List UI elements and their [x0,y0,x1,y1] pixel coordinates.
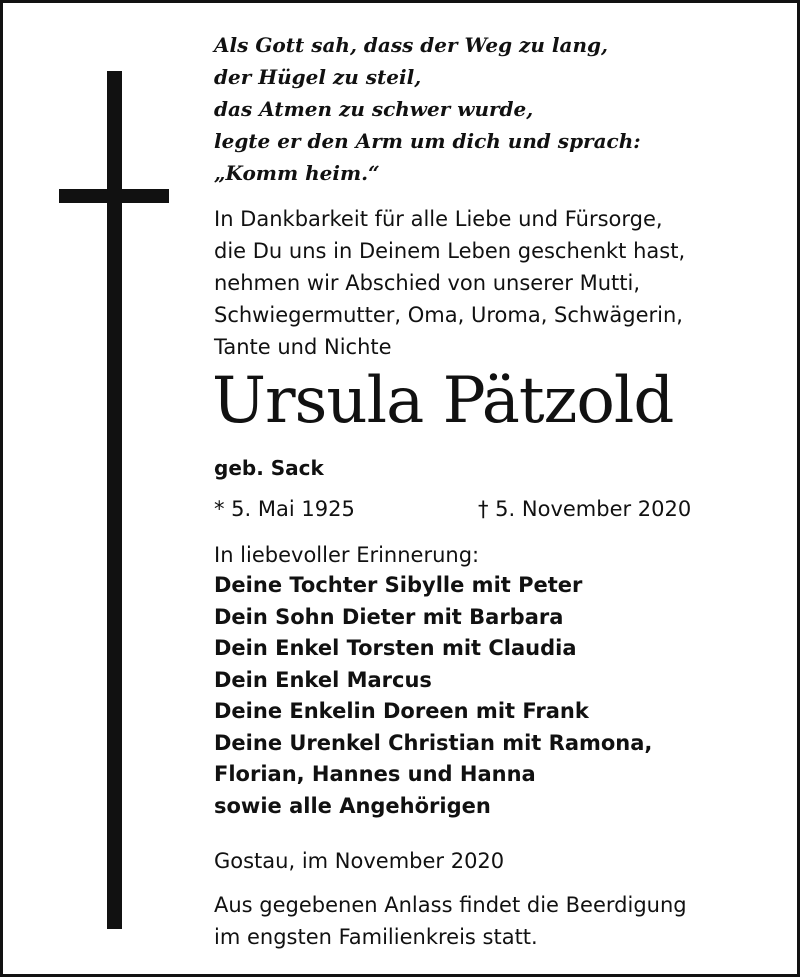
remembrance-label: In liebevoller Erinnerung: [214,543,480,567]
intro-line: Schwiegermutter, Oma, Uroma, Schwägerin, [214,303,683,327]
mourners-list [214,570,652,822]
birth-date: * 5. Mai 1925 [214,497,355,521]
mourner-line: Deine Tochter Sibylle mit Peter [214,573,583,597]
mourner-line: Florian, Hannes und Hanna [214,762,536,786]
poem [214,29,641,189]
mourner-line: sowie alle Angehörigen [214,793,491,818]
funeral-line: im engsten Familienkreis statt. [214,925,538,949]
mourner-line: Dein Enkel Marcus [214,667,432,692]
poem-line: „Komm heim.“ [214,161,380,185]
intro-line: In Dankbarkeit für alle Liebe und Fürsorge, [214,207,663,231]
mourner-line: Deine Urenkel Christian mit Ramona, [214,730,653,755]
funeral-line: Aus gegebenen Anlass findet die Beerdigung [214,893,687,917]
mourner-line: Dein Enkel Torsten mit Claudia [214,636,577,660]
intro-line: Tante und Nichte [214,335,392,359]
death-date: † 5. November 2020 [478,497,692,521]
maiden-name: geb. Sack [214,456,324,480]
intro-line: nehmen wir Abschied von unserer Mutti, [214,271,641,295]
cross-horizontal-bar [59,189,169,203]
mourner-line: Dein Sohn Dieter mit Barbara [214,604,564,629]
poem-line: Als Gott sah, dass der Weg zu lang, [214,33,608,57]
poem-line: legte er den Arm um dich und sprach: [214,129,641,153]
intro-line: die Du uns in Deinem Leben geschenkt hast, [214,239,686,263]
intro-text [214,203,685,363]
funeral-note [214,889,687,953]
poem-line: der Hügel zu steil, [214,65,422,89]
place-and-date: Gostau, im November 2020 [214,849,505,873]
mourner-line: Deine Enkelin Doreen mit Frank [214,699,589,723]
poem-line: das Atmen zu schwer wurde, [214,97,534,121]
deceased-name: Ursula Pätzold [212,364,674,438]
